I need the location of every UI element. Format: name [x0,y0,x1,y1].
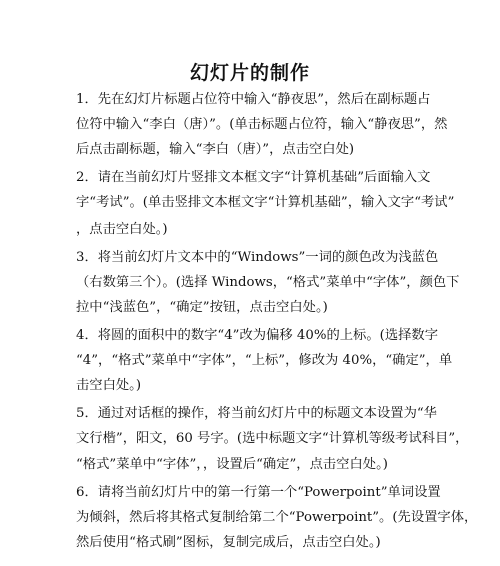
paragraph-line: 后点击副标题，输入“李白（唐）”，点击空白处) [76,142,355,157]
paragraph-line: “格式”菜单中“字体”，，设置后“确定”，点击空白处。) [76,457,388,472]
paragraph-line: 文行楷”，阳文，60 号字。(选中标题文字“计算机等级考试科目”， [76,431,469,446]
paragraph-line: 字“考试”。(单击竖排文本框文字“计算机基础”，输入文字“考试” [76,195,455,210]
paragraph-line: 然后使用“格式刷”图标，复制完成后，点击空白处。) [76,535,381,550]
document-title: 幻灯片的制作 [189,62,310,84]
paragraph-line: ，点击空白处。) [76,222,168,237]
paragraph-line: 为倾斜，然后将其格式复制给第二个“Powerpoint”。(先设置字体， [76,510,478,525]
paragraph-line: 位符中输入“李白（唐）”。(单击标题占位符，输入“静夜思”，然 [76,117,448,132]
paragraph-line: 4．将圆的面积中的数字“4”改为偏移 40%的上标。(选择数字 [76,328,439,343]
paragraph-line: 6．请将当前幻灯片中的第一行第一个“Powerpoint”单词设置 [76,485,441,500]
paragraph-line: （右数第三个）。(选择 Windows，“格式”菜单中“字体”，颜色下 [76,275,460,290]
paragraph-line: 5．通过对话框的操作，将当前幻灯片中的标题文本设置为“华 [76,406,437,421]
paragraph-line: 3．将当前幻灯片文本中的“Windows”一词的颜色改为浅蓝色 [76,250,439,265]
paragraph-line: 2．请在当前幻灯片竖排文本框文字“计算机基础”后面输入文 [76,170,431,185]
paragraph-line: 击空白处。) [76,378,142,393]
paragraph-line: 1．先在幻灯片标题占位符中输入“静夜思”，然后在副标题占 [76,92,431,107]
paragraph-line: 拉中“浅蓝色”，“确定”按钮，点击空白处。) [76,300,328,315]
paragraph-line: “4”，“格式”菜单中“字体”，“上标”，修改为 40%，“确定”，单 [76,353,453,368]
page-bottom-edge [0,556,500,566]
